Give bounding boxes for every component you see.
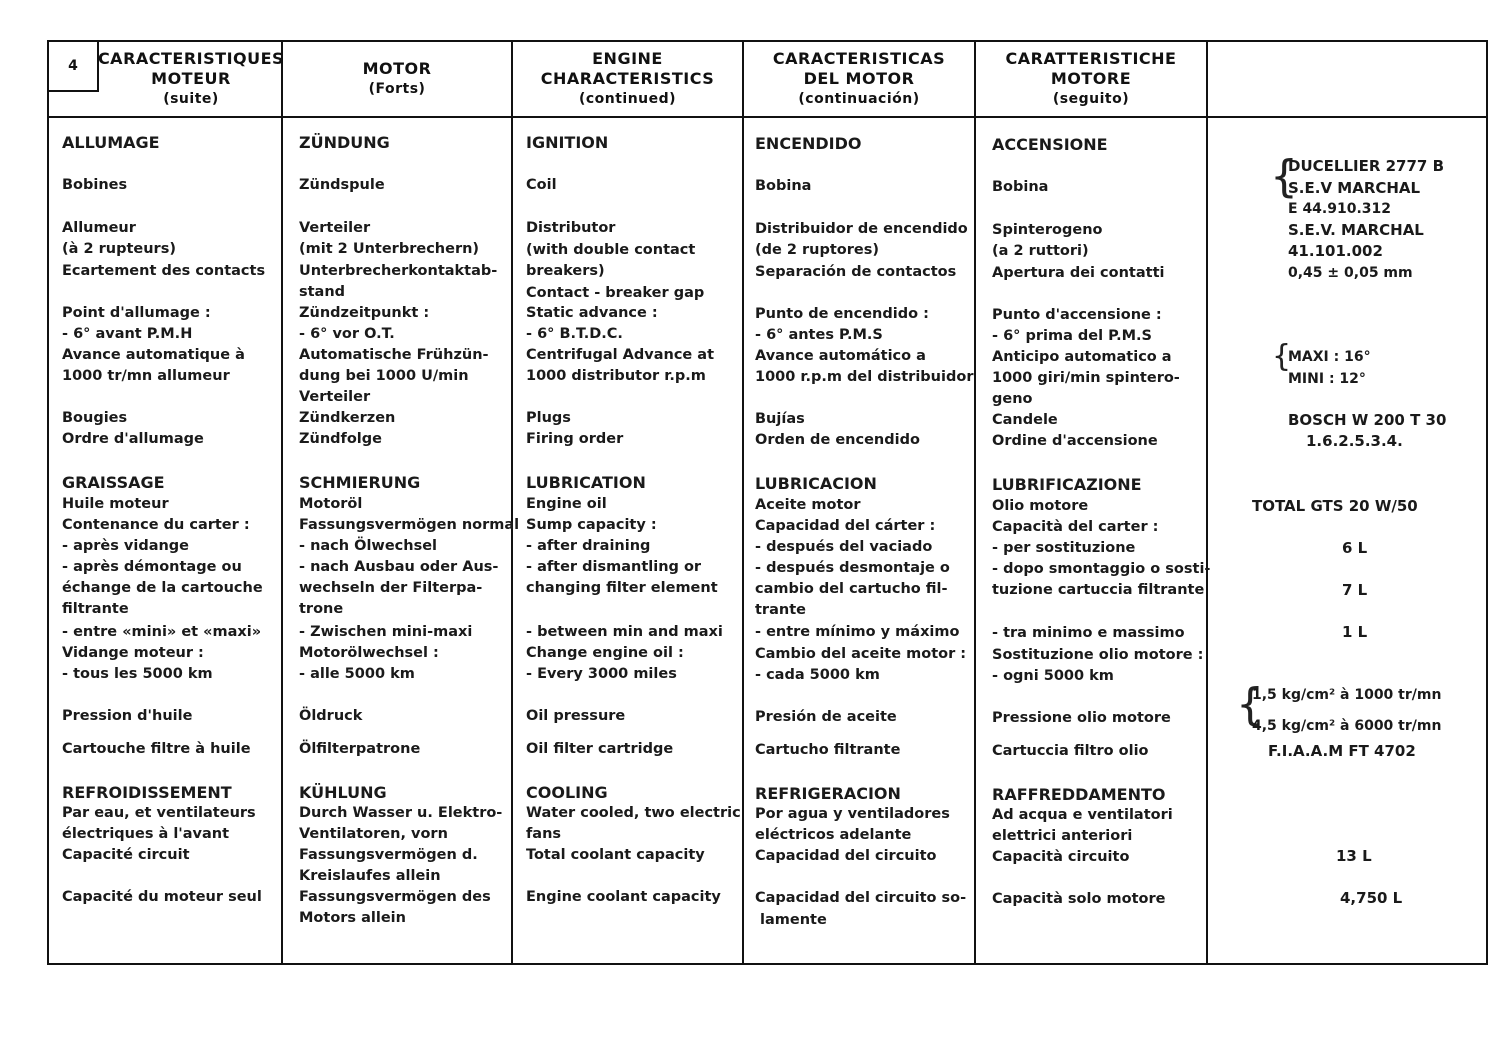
column-divider	[511, 42, 513, 963]
value: 1 L	[1342, 623, 1368, 641]
column-divider	[281, 42, 283, 963]
label: - after dismantling or	[526, 559, 702, 575]
label: breakers)	[526, 263, 605, 279]
label: Capacidad del cárter :	[755, 518, 936, 534]
value: S.E.V. MARCHAL	[1288, 221, 1424, 239]
header-subtitle: (continued)	[578, 91, 677, 107]
label: Presión de aceite	[755, 709, 897, 725]
label: Bobines	[62, 177, 128, 193]
value: 4,750 L	[1340, 889, 1403, 907]
label: Pressione olio motore	[992, 710, 1171, 726]
label: (a 2 ruttori)	[992, 243, 1089, 259]
label: Apertura dei contatti	[992, 265, 1165, 281]
label: Ad acqua e ventilatori	[992, 807, 1173, 823]
label: Engine oil	[526, 496, 607, 512]
label: Contact - breaker gap	[526, 285, 705, 301]
label: Point d'allumage :	[62, 305, 211, 321]
label: Automatische Frühzün-	[299, 347, 489, 363]
label: - après vidange	[62, 538, 190, 554]
label: Cartuccia filtro olio	[992, 743, 1149, 759]
header-english	[513, 42, 742, 116]
label: stand	[299, 284, 346, 300]
section-heading: REFRIGERACION	[755, 784, 901, 803]
header-spanish	[744, 42, 974, 116]
label: Avance automático a	[755, 348, 926, 364]
label: - Zwischen mini-maxi	[299, 624, 473, 640]
label: Oil filter cartridge	[526, 741, 674, 757]
header-divider	[49, 116, 1486, 118]
label: Firing order	[526, 431, 624, 447]
label: - après démontage ou	[62, 559, 242, 575]
label: Distributor	[526, 220, 616, 236]
value: 41.101.002	[1288, 242, 1383, 260]
label: Cambio del aceite motor :	[755, 646, 967, 662]
label: Sump capacity :	[526, 517, 657, 533]
label: Capacità solo motore	[992, 891, 1166, 907]
label: - entre «mini» et «maxi»	[62, 624, 262, 640]
label: Coil	[526, 177, 557, 193]
page-number-box: 4	[49, 42, 99, 92]
label: 1000 distributor r.p.m	[526, 368, 706, 384]
label: Motoröl	[299, 496, 363, 512]
label: (with double contact	[526, 242, 696, 258]
label: Plugs	[526, 410, 571, 426]
label: Static advance :	[526, 305, 658, 321]
label: (mit 2 Unterbrechern)	[299, 241, 480, 257]
label: Zündspule	[299, 177, 385, 193]
label: Por agua y ventiladores	[755, 806, 950, 822]
label: Bujías	[755, 411, 805, 427]
label: Zündkerzen	[299, 410, 396, 426]
label: - alle 5000 km	[299, 666, 415, 682]
label: - Every 3000 miles	[526, 666, 677, 682]
label: Cartouche filtre à huile	[62, 741, 251, 757]
section-heading: LUBRICATION	[526, 473, 646, 492]
label: Ordine d'accensione	[992, 433, 1158, 449]
section-heading: REFROIDISSEMENT	[62, 783, 232, 802]
header-title: CARACTERISTIQUES MOTEUR	[97, 49, 285, 88]
header-german	[283, 42, 511, 116]
label: Ölfilterpatrone	[299, 741, 421, 757]
label: 1000 tr/mn allumeur	[62, 368, 230, 384]
label: - tous les 5000 km	[62, 666, 213, 682]
label: 1000 giri/min spintero-	[992, 370, 1180, 386]
label: Zündzeitpunkt :	[299, 305, 430, 321]
label: - entre mínimo y máximo	[755, 624, 960, 640]
label: Distribuidor de encendido	[755, 221, 968, 237]
column-divider	[974, 42, 976, 963]
value: 1,5 kg/cm² à 1000 tr/mn	[1252, 687, 1442, 703]
label: Vidange moteur :	[62, 645, 204, 661]
label: eléctricos adelante	[755, 827, 912, 843]
label: Ventilatoren, vorn	[299, 826, 448, 842]
section-heading: GRAISSAGE	[62, 473, 165, 492]
label: geno	[992, 391, 1033, 407]
value: BOSCH W 200 T 30	[1288, 411, 1447, 429]
label: - ogni 5000 km	[992, 668, 1114, 684]
label: Fassungsvermögen d.	[299, 847, 478, 863]
value: DUCELLIER 2777 B	[1288, 157, 1445, 175]
label: - después desmontaje o	[755, 560, 950, 576]
label: Capacité circuit	[62, 847, 190, 863]
section-heading: ALLUMAGE	[62, 133, 160, 152]
value: 6 L	[1342, 539, 1368, 557]
brace-icon: {	[1236, 679, 1264, 730]
value: MINI : 12°	[1288, 371, 1366, 387]
brace-icon: {	[1270, 151, 1298, 202]
label: Anticipo automatico a	[992, 349, 1172, 365]
label: Öldruck	[299, 708, 363, 724]
value: 4,5 kg/cm² à 6000 tr/mn	[1252, 718, 1442, 734]
header-subtitle: (suite)	[163, 91, 219, 107]
label: tuzione cartuccia filtrante	[992, 582, 1205, 598]
label: 1000 r.p.m del distribuidor	[755, 369, 974, 385]
label: cambio del cartucho fil-	[755, 581, 948, 597]
label: Unterbrecherkontaktab-	[299, 263, 498, 279]
section-heading: SCHMIERUNG	[299, 473, 421, 492]
value: 0,45 ± 0,05 mm	[1288, 265, 1413, 281]
label: - nach Ölwechsel	[299, 538, 438, 554]
label: lamente	[760, 912, 827, 928]
label: Spinterogeno	[992, 222, 1103, 238]
label: Fassungsvermögen des	[299, 889, 491, 905]
section-heading: ZÜNDUNG	[299, 133, 390, 152]
section-heading: IGNITION	[526, 133, 609, 152]
value: F.I.A.A.M FT 4702	[1268, 742, 1416, 760]
label: Cartucho filtrante	[755, 742, 901, 758]
label: Ecartement des contacts	[62, 263, 266, 279]
label: Engine coolant capacity	[526, 889, 721, 905]
label: - después del vaciado	[755, 539, 933, 555]
section-heading: LUBRIFICAZIONE	[992, 475, 1142, 494]
label: filtrante	[62, 601, 129, 617]
value: S.E.V MARCHAL	[1288, 179, 1421, 197]
label: - 6° avant P.M.H	[62, 326, 193, 342]
section-heading: RAFFREDDAMENTO	[992, 785, 1166, 804]
label: Avance automatique à	[62, 347, 245, 363]
column-divider	[1206, 42, 1208, 963]
label: Total coolant capacity	[526, 847, 705, 863]
label: - cada 5000 km	[755, 667, 880, 683]
label: - between min and maxi	[526, 624, 723, 640]
header-italian	[976, 42, 1206, 116]
header-french	[97, 42, 285, 116]
header-subtitle: (Forts)	[368, 81, 426, 97]
label: Capacité du moteur seul	[62, 889, 262, 905]
label: - nach Ausbau oder Aus-	[299, 559, 499, 575]
section-heading: ACCENSIONE	[992, 135, 1108, 154]
label: trante	[755, 602, 806, 618]
brace-icon: {	[1272, 339, 1292, 374]
label: Capacidad del circuito so-	[755, 890, 967, 906]
label: Motors allein	[299, 910, 406, 926]
label: fans	[526, 826, 562, 842]
value: 7 L	[1342, 581, 1368, 599]
header-title: ENGINE CHARACTERISTICS	[540, 49, 715, 88]
label: - after draining	[526, 538, 651, 554]
label: Water cooled, two electric	[526, 805, 741, 821]
label: Contenance du carter :	[62, 517, 250, 533]
label: Par eau, et ventilateurs	[62, 805, 256, 821]
label: électriques à l'avant	[62, 826, 230, 842]
label: Capacità circuito	[992, 849, 1130, 865]
label: Oil pressure	[526, 708, 626, 724]
label: échange de la cartouche	[62, 580, 263, 596]
value: TOTAL GTS 20 W/50	[1252, 497, 1418, 515]
label: Separación de contactos	[755, 264, 957, 280]
column-divider	[742, 42, 744, 963]
label: - 6° vor O.T.	[299, 326, 395, 342]
label: Huile moteur	[62, 496, 169, 512]
section-heading: ENCENDIDO	[755, 134, 862, 153]
label: wechseln der Filterpa-	[299, 580, 483, 596]
section-heading: KÜHLUNG	[299, 783, 387, 802]
value: 1.6.2.5.3.4.	[1306, 432, 1403, 450]
label: changing filter element	[526, 580, 718, 596]
label: Motorölwechsel :	[299, 645, 439, 661]
label: Verteiler	[299, 220, 371, 236]
label: - 6° antes P.M.S	[755, 327, 883, 343]
label: Sostituzione olio motore :	[992, 647, 1204, 663]
label: Olio motore	[992, 498, 1089, 514]
label: elettrici anteriori	[992, 828, 1133, 844]
label: Capacità del carter :	[992, 519, 1159, 535]
label: Bobina	[755, 178, 812, 194]
label: Punto d'accensione :	[992, 307, 1162, 323]
label: Zündfolge	[299, 431, 382, 447]
header-title: CARATTERISTICHE MOTORE	[1005, 49, 1177, 88]
label: Aceite motor	[755, 497, 861, 513]
header-subtitle: (seguito)	[1052, 91, 1130, 107]
label: Centrifugal Advance at	[526, 347, 715, 363]
label: Pression d'huile	[62, 708, 193, 724]
label: Bougies	[62, 410, 128, 426]
label: - per sostituzione	[992, 540, 1136, 556]
header-title: CARACTERISTICAS DEL MOTOR	[772, 49, 946, 88]
label: Verteiler	[299, 389, 371, 405]
label: - 6° B.T.D.C.	[526, 326, 623, 342]
label: Change engine oil :	[526, 645, 684, 661]
header-title: MOTOR	[362, 59, 432, 78]
value: MAXI : 16°	[1288, 349, 1371, 365]
label: - dopo smontaggio o sosti-	[992, 561, 1211, 577]
label: Fassungsvermögen normal	[299, 517, 520, 533]
spec-table	[47, 40, 1488, 965]
label: - tra minimo e massimo	[992, 625, 1185, 641]
label: Candele	[992, 412, 1058, 428]
value: 13 L	[1336, 847, 1372, 865]
label: Kreislaufes allein	[299, 868, 441, 884]
section-heading: LUBRICACION	[755, 474, 877, 493]
label: (de 2 ruptores)	[755, 242, 880, 258]
label: dung bei 1000 U/min	[299, 368, 469, 384]
label: Allumeur	[62, 220, 136, 236]
label: - 6° prima del P.M.S	[992, 328, 1152, 344]
label: Durch Wasser u. Elektro-	[299, 805, 503, 821]
section-heading: COOLING	[526, 783, 608, 802]
label: Ordre d'allumage	[62, 431, 204, 447]
label: Punto de encendido :	[755, 306, 929, 322]
label: (à 2 rupteurs)	[62, 241, 176, 257]
label: Bobina	[992, 179, 1049, 195]
label: trone	[299, 601, 344, 617]
header-subtitle: (continuación)	[798, 91, 920, 107]
label: Orden de encendido	[755, 432, 920, 448]
label: Capacidad del circuito	[755, 848, 937, 864]
value: E 44.910.312	[1288, 201, 1392, 217]
